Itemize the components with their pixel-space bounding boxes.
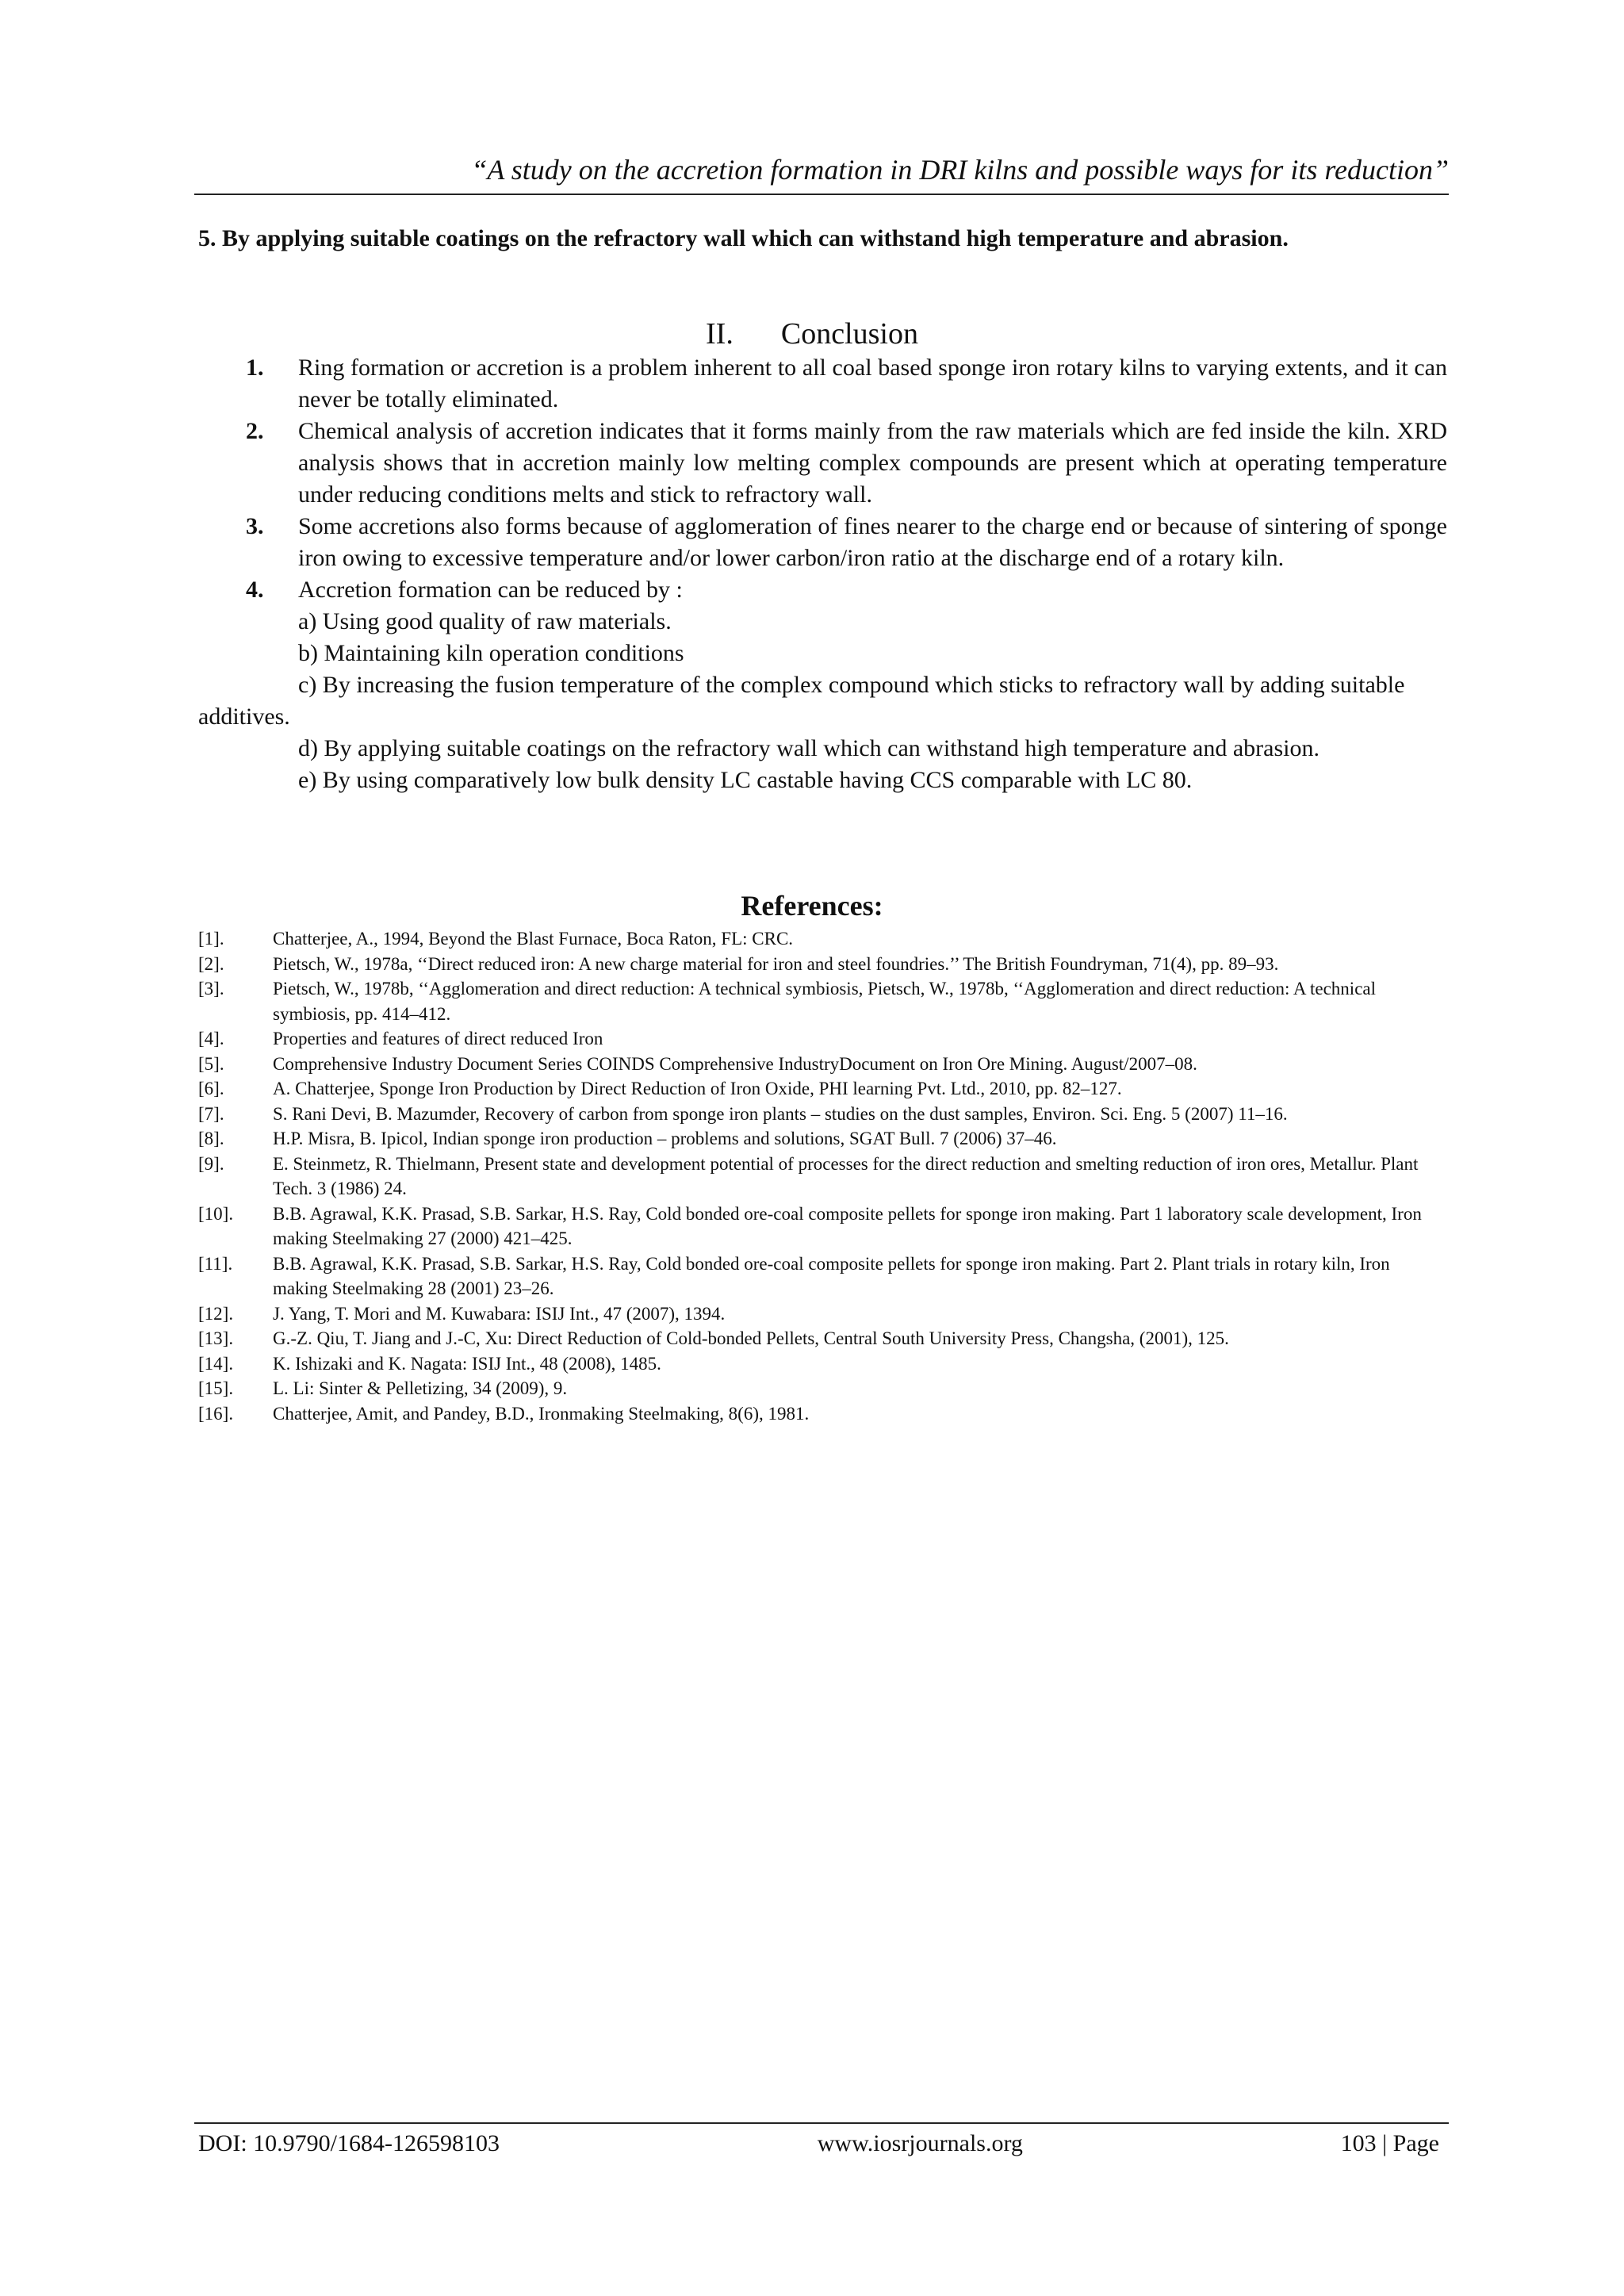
reference-item bbox=[198, 1251, 1435, 1301]
reference-text: Pietsch, W., 1978b, ‘‘Agglomeration and direct reduction: A technical symbiosis, Pietsch, W., 1978b, ‘‘Agglomeration and direct reduction: A technical symbiosis, pp. 414–412. bbox=[273, 979, 1377, 1024]
reference-number: [8]. bbox=[198, 1129, 224, 1148]
conclusion-text: Some accretions also forms because of agglomeration of fines nearer to the charge end or because of sintering of sponge iron owing to excessive temperature and/or lower carbon/iron ratio at the discharge end of a rotary kiln. bbox=[298, 513, 1447, 571]
footer-website: www.iosrjournals.org bbox=[817, 2130, 1023, 2156]
reference-list bbox=[198, 926, 1435, 1426]
footer-divider bbox=[194, 2122, 1449, 2124]
references-heading: References: bbox=[741, 890, 883, 922]
reference-item bbox=[198, 1126, 1435, 1152]
conclusion-number: 1. bbox=[246, 355, 264, 381]
reference-item bbox=[198, 1326, 1435, 1351]
reference-number: [7]. bbox=[198, 1103, 224, 1124]
reference-item bbox=[198, 1376, 1435, 1401]
continued-list-item: 5. By applying suitable coatings on the refractory wall which can withstand high temperature and abrasion. bbox=[198, 225, 1289, 251]
sub-item-b: b) Maintaining kiln operation conditions bbox=[298, 640, 684, 666]
reference-number: [15]. bbox=[198, 1378, 234, 1398]
conclusion-number: 3. bbox=[246, 513, 264, 539]
conclusion-item bbox=[198, 574, 1447, 606]
conclusion-text: Chemical analysis of accretion indicates that it forms mainly from the raw materials which are fed inside the kiln. XRD analysis shows that in accretion mainly low melting complex compounds are present which at operating temperature under reducing conditions melts and stick to refractory wall. bbox=[298, 418, 1447, 508]
reference-number: [12]. bbox=[198, 1303, 234, 1324]
reference-text: K. Ishizaki and K. Nagata: ISIJ Int., 48 (2008), 1485. bbox=[273, 1353, 661, 1374]
conclusion-number: 2. bbox=[246, 418, 264, 444]
reference-item bbox=[198, 1102, 1435, 1127]
reference-number: [11]. bbox=[198, 1253, 233, 1274]
reference-number: [3]. bbox=[198, 979, 224, 999]
footer-page-number: 103 | Page bbox=[1340, 2130, 1439, 2156]
reference-item bbox=[198, 1351, 1435, 1377]
reference-number: [1]. bbox=[198, 929, 224, 949]
sub-item-d: d) By applying suitable coatings on the refractory wall which can withstand high temperature and abrasion. bbox=[298, 735, 1320, 761]
reference-number: [16]. bbox=[198, 1403, 234, 1424]
reference-text: Pietsch, W., 1978a, ‘‘Direct reduced iron: A new charge material for iron and steel foundries.’’ The British Foundryman, 71(4), pp. 89–93. bbox=[273, 953, 1279, 974]
footer-doi: DOI: 10.9790/1684-126598103 bbox=[198, 2130, 500, 2156]
conclusion-item bbox=[198, 511, 1447, 574]
header-divider bbox=[194, 194, 1449, 195]
section-title: Conclusion bbox=[780, 317, 918, 351]
sub-item-a: a) Using good quality of raw materials. bbox=[298, 608, 672, 634]
section-number: II. bbox=[706, 317, 733, 351]
conclusion-item bbox=[198, 352, 1447, 416]
reference-text: Chatterjee, Amit, and Pandey, B.D., Ironmaking Steelmaking, 8(6), 1981. bbox=[273, 1403, 810, 1424]
running-header: “A study on the accretion formation in DRI kilns and possible ways for its reduction” bbox=[471, 154, 1449, 186]
conclusion-text: Accretion formation can be reduced by : bbox=[298, 577, 683, 603]
reference-item bbox=[198, 1202, 1435, 1251]
reference-text: B.B. Agrawal, K.K. Prasad, S.B. Sarkar, H.S. Ray, Cold bonded ore-coal composite pellets for sponge iron making. Part 2. Plant trials in rotary kiln, Iron making Steelmaking 28 (2001) 23–26. bbox=[273, 1253, 1390, 1298]
sub-item-c: c) By increasing the fusion temperature of the complex compound which sticks to refractory wall by adding suitable additives. bbox=[198, 672, 1405, 730]
reference-text: E. Steinmetz, R. Thielmann, Present state and development potential of processes for the direct reduction and smelting reduction of iron ores, Metallur. Plant Tech. 3 (1986) 24. bbox=[273, 1153, 1419, 1198]
conclusion-number: 4. bbox=[246, 577, 264, 603]
reference-number: [6]. bbox=[198, 1079, 224, 1098]
section-heading bbox=[0, 316, 1624, 352]
reference-text: L. Li: Sinter & Pelletizing, 34 (2009), 9. bbox=[273, 1378, 568, 1398]
conclusion-item bbox=[198, 416, 1447, 511]
reference-number: [9]. bbox=[198, 1153, 224, 1174]
reference-item bbox=[198, 1301, 1435, 1327]
reference-text: A. Chatterjee, Sponge Iron Production by Direct Reduction of Iron Oxide, PHI learning Pvt. Ltd., 2010, pp. 82–127. bbox=[273, 1079, 1122, 1098]
conclusion-text: Ring formation or accretion is a problem inherent to all coal based sponge iron rotary kilns to varying extents, and it can never be totally eliminated. bbox=[298, 355, 1447, 412]
reference-text: S. Rani Devi, B. Mazumder, Recovery of carbon from sponge iron plants – studies on the dust samples, Environ. Sci. Eng. 5 (2007) 11–16. bbox=[273, 1103, 1288, 1124]
reference-text: Properties and features of direct reduced Iron bbox=[273, 1029, 603, 1048]
reference-item bbox=[198, 976, 1435, 1026]
reference-number: [2]. bbox=[198, 953, 224, 974]
reference-item bbox=[198, 1052, 1435, 1077]
reference-text: Comprehensive Industry Document Series COINDS Comprehensive IndustryDocument on Iron Ore Mining. August/2007–08. bbox=[273, 1053, 1197, 1074]
conclusion-list bbox=[198, 352, 1447, 796]
reference-number: [10]. bbox=[198, 1203, 234, 1224]
page-footer bbox=[198, 2128, 1439, 2160]
reference-number: [14]. bbox=[198, 1353, 234, 1374]
reference-item bbox=[198, 1076, 1435, 1102]
reference-number: [5]. bbox=[198, 1053, 224, 1074]
reference-text: B.B. Agrawal, K.K. Prasad, S.B. Sarkar, H.S. Ray, Cold bonded ore-coal composite pellets for sponge iron making. Part 1 laboratory scale development, Iron making Steelmaking 27 (2000) 421–425. bbox=[273, 1203, 1422, 1248]
reference-text: G.-Z. Qiu, T. Jiang and J.-C, Xu: Direct Reduction of Cold-bonded Pellets, Central South University Press, Changsha, (2001), 125. bbox=[273, 1328, 1229, 1348]
reference-item bbox=[198, 1401, 1435, 1427]
reference-text: J. Yang, T. Mori and M. Kuwabara: ISIJ Int., 47 (2007), 1394. bbox=[273, 1303, 726, 1324]
reference-item bbox=[198, 952, 1435, 977]
reference-item bbox=[198, 1026, 1435, 1052]
reference-item bbox=[198, 1152, 1435, 1202]
reference-text: H.P. Misra, B. Ipicol, Indian sponge iron production – problems and solutions, SGAT Bull. 7 (2006) 37–46. bbox=[273, 1129, 1057, 1148]
reference-item bbox=[198, 926, 1435, 952]
reference-number: [13]. bbox=[198, 1328, 234, 1348]
sub-item-e: e) By using comparatively low bulk density LC castable having CCS comparable with LC 80. bbox=[298, 767, 1193, 793]
reference-number: [4]. bbox=[198, 1029, 224, 1048]
reference-text: Chatterjee, A., 1994, Beyond the Blast Furnace, Boca Raton, FL: CRC. bbox=[273, 929, 794, 949]
